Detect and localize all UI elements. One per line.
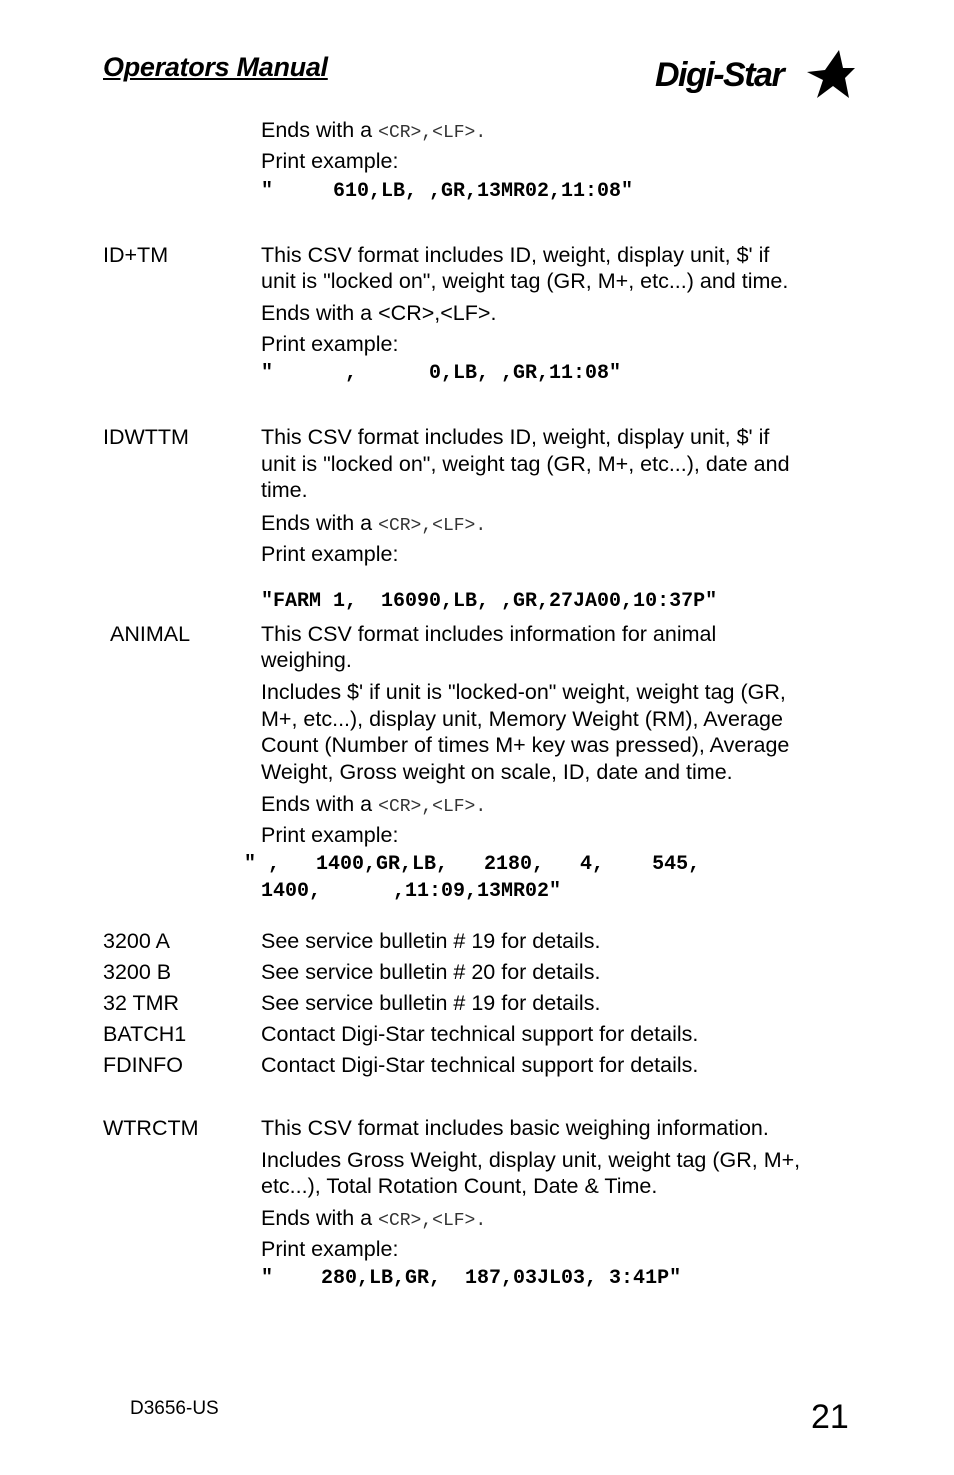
bulletin-text: Contact Digi-Star technical support for details. bbox=[261, 1053, 699, 1077]
format-print-example: " , 0,LB, ,GR,11:08" bbox=[261, 362, 622, 385]
ends-code: <CR>,<LF>. bbox=[378, 123, 487, 143]
manual-title: Operators Manual bbox=[103, 52, 328, 82]
bulletin-label: BATCH1 bbox=[103, 1022, 187, 1046]
logo-text: Digi-Star bbox=[655, 56, 784, 94]
ends-code: <CR>,<LF>. bbox=[378, 1211, 487, 1231]
bulletin-label: FDINFO bbox=[103, 1053, 184, 1077]
format-print-example: " , 1400,GR,LB, 2180, 4, 545, bbox=[244, 853, 701, 876]
format-desc-line: unit is "locked on", weight tag (GR, M+, etc...), date and bbox=[261, 452, 790, 476]
format-ends-line bbox=[261, 791, 486, 821]
ends-prefix: Ends with a bbox=[261, 1206, 373, 1230]
format-ends-line: Ends with a <CR>,<LF>. bbox=[261, 301, 497, 325]
format-desc-line: M+, etc...), display unit, Memory Weight (RM), Average bbox=[261, 707, 783, 731]
format-label-idwttm: IDWTTM bbox=[103, 425, 189, 449]
format-print-label: Print example: bbox=[261, 332, 399, 356]
format-desc-line: Weight, Gross weight on scale, ID, date and time. bbox=[261, 760, 733, 784]
intro-print-example: " 610,LB, ,GR,13MR02,11:08" bbox=[261, 180, 634, 203]
format-desc-line: This CSV format includes ID, weight, display unit, $' if bbox=[261, 425, 770, 449]
format-desc-line: time. bbox=[261, 478, 308, 502]
format-desc-line: Includes Gross Weight, display unit, weight tag (GR, M+, bbox=[261, 1148, 801, 1172]
format-label-idtm: ID+TM bbox=[103, 243, 169, 267]
format-desc-line: Includes $' if unit is "locked-on" weight, weight tag (GR, bbox=[261, 680, 786, 704]
bulletin-label: 3200 A bbox=[103, 929, 170, 953]
ends-prefix: Ends with a bbox=[261, 118, 373, 142]
bulletin-text: See service bulletin # 20 for details. bbox=[261, 960, 601, 984]
intro-print-label: Print example: bbox=[261, 149, 399, 173]
format-ends-line bbox=[261, 1205, 486, 1235]
format-desc-line: Count (Number of times M+ key was pressed), Average bbox=[261, 733, 790, 757]
ends-prefix: Ends with a bbox=[261, 511, 373, 535]
ends-prefix: Ends with a bbox=[261, 792, 373, 816]
digi-star-logo bbox=[655, 48, 855, 104]
format-print-label: Print example: bbox=[261, 823, 399, 847]
bulletin-label: 32 TMR bbox=[103, 991, 180, 1015]
format-desc-line: unit is "locked on", weight tag (GR, M+, etc...) and time. bbox=[261, 269, 789, 293]
page-number: 21 bbox=[811, 1398, 849, 1436]
format-desc-line: weighing. bbox=[261, 648, 352, 672]
star-icon bbox=[803, 48, 855, 100]
format-label-wtrctm: WTRCTM bbox=[103, 1116, 199, 1140]
format-desc-line: This CSV format includes ID, weight, display unit, $' if bbox=[261, 243, 770, 267]
bulletin-text: Contact Digi-Star technical support for details. bbox=[261, 1022, 699, 1046]
bulletin-text: See service bulletin # 19 for details. bbox=[261, 991, 601, 1015]
format-print-example: " 280,LB,GR, 187,03JL03, 3:41P" bbox=[261, 1267, 682, 1290]
format-label-animal: ANIMAL bbox=[110, 622, 191, 646]
format-ends-line bbox=[261, 510, 486, 540]
format-print-label: Print example: bbox=[261, 542, 399, 566]
bulletin-text: See service bulletin # 19 for details. bbox=[261, 929, 601, 953]
intro-ends-line bbox=[261, 117, 486, 147]
format-print-label: Print example: bbox=[261, 1237, 399, 1261]
ends-code: <CR>,<LF>. bbox=[378, 516, 487, 536]
format-desc-line: This CSV format includes information for animal bbox=[261, 622, 717, 646]
format-desc-line: This CSV format includes basic weighing information. bbox=[261, 1116, 769, 1140]
format-print-example: 1400, ,11:09,13MR02" bbox=[261, 880, 562, 903]
ends-code: <CR>,<LF>. bbox=[378, 797, 487, 817]
format-desc-line: etc...), Total Rotation Count, Date & Time. bbox=[261, 1174, 658, 1198]
bulletin-label: 3200 B bbox=[103, 960, 172, 984]
format-print-example: "FARM 1, 16090,LB, ,GR,27JA00,10:37P" bbox=[261, 590, 718, 613]
document-code: D3656-US bbox=[130, 1398, 219, 1419]
